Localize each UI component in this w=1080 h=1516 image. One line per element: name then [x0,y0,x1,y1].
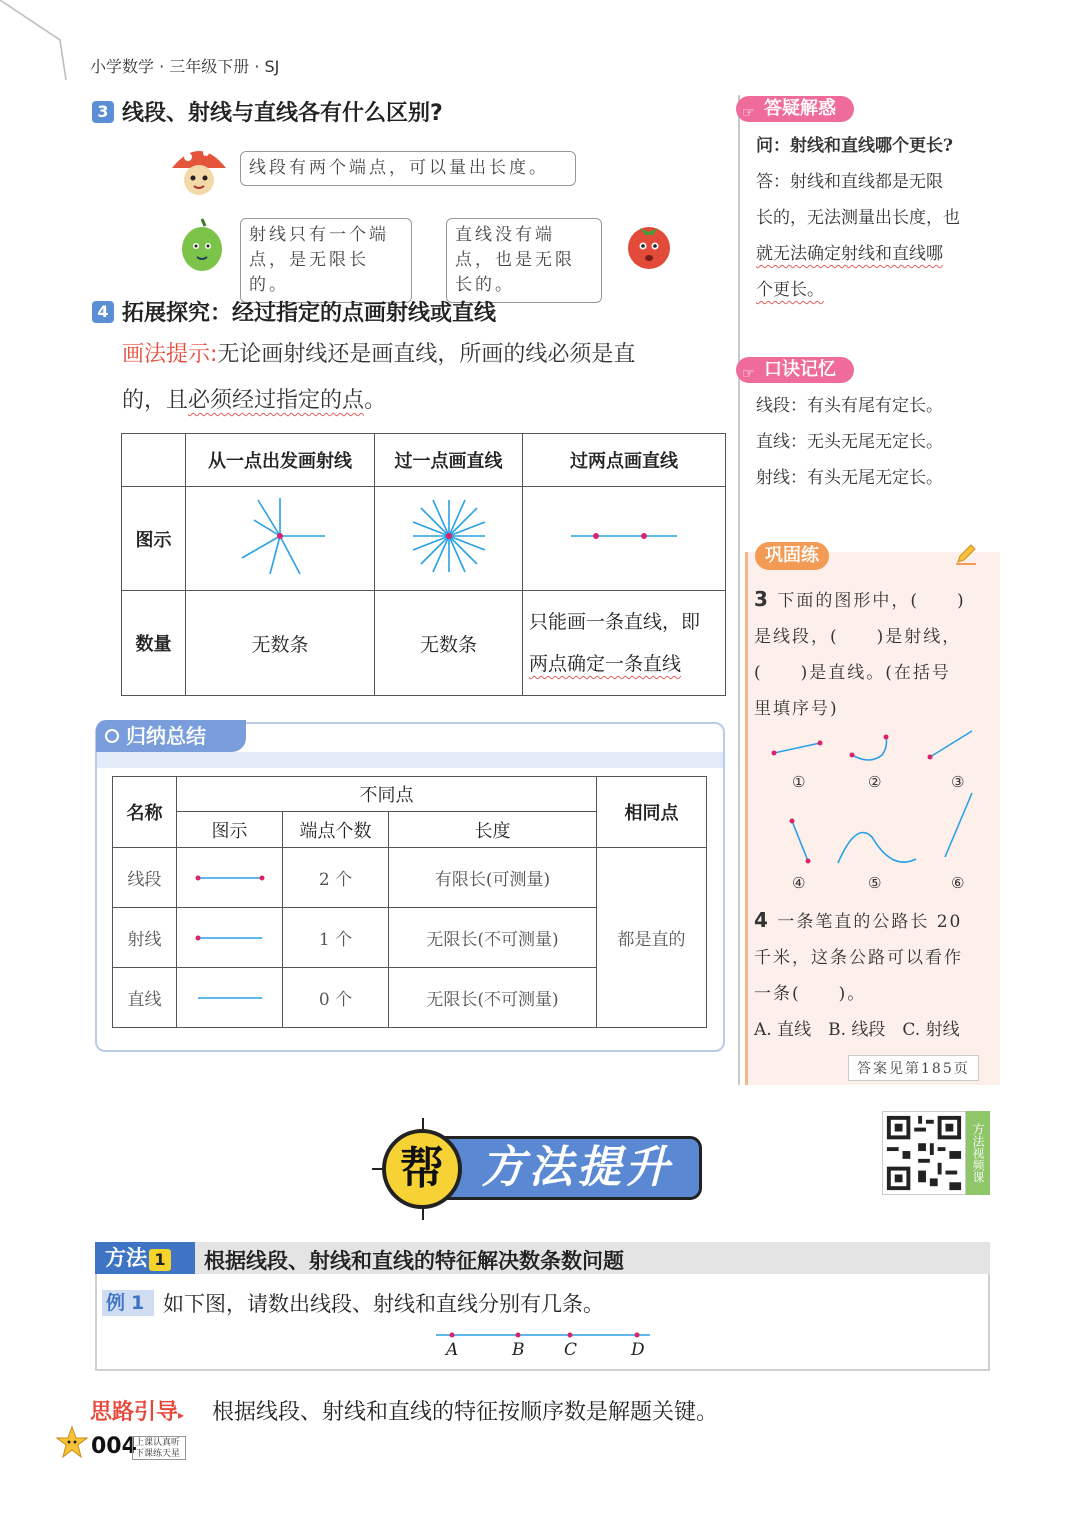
line-through-two-points-figure [523,487,726,591]
lines-through-point-figure [375,487,523,591]
line-two-points-svg [569,526,679,546]
table-header-blank [122,434,186,487]
section3-title: 线段、射线与直线各有什么区别? [122,101,443,126]
section4-heading [92,296,496,327]
answer-reference: 答案见第185页 [848,1055,979,1081]
rays-from-point-svg [230,496,330,576]
qa-text [756,128,996,308]
footer-note: 上课认真听 下课练天星 [132,1436,186,1460]
mushroom-character-icon [168,140,230,200]
mnemonic-line-1: 线段：有头有尾有定长。 [756,396,943,416]
drawing-method-table [121,433,726,696]
qa-answer-1: 答：射线和直线都是无限 [756,172,943,192]
figure-label-5: ⑤ [868,874,882,892]
qa-answer-2: 长的，无法测量出长度，也 [756,208,960,228]
summary-endpoints-line: 0 个 [283,968,389,1028]
rays-from-point-figure [186,487,375,591]
summary-tab-label: 归纳总结 [126,724,206,748]
practice-tag: 巩固练 [755,542,829,570]
qa-question: 问：射线和直线哪个更长? [756,136,953,156]
drawing-hint-text-b: 的，且 [122,388,189,413]
summary-header-name: 名称 [113,777,177,848]
summary-length-segment: 有限长(可测量) [389,848,597,908]
summary-band [97,752,723,768]
summary-figure-ray [177,908,283,968]
thinking-text: 根据线段、射线和直线的特征按顺序数是解题关键。 [212,1400,719,1425]
pointing-hand-icon: ☞ [742,105,755,121]
segment-speech-bubble: 线段有两个端点，可以量出长度。 [240,151,576,186]
count-lines-two-points [523,591,726,696]
summary-endpoints-ray: 1 个 [283,908,389,968]
ray-speech-bubble: 射线只有一个端点，是无限长的。 [240,218,412,303]
thinking-label [90,1395,184,1426]
method-tag [95,1242,195,1274]
section4-title: 拓展探究：经过指定的点画射线或直线 [122,301,497,326]
pepper-character-icon [175,216,230,274]
lines-through-point-svg [409,496,489,576]
section3-heading [92,96,443,127]
practice-q3-line-2: 是线段，( )是射线， [754,627,962,647]
mnemonic-tag-label: 口诀记忆 [764,359,836,380]
qa-answer-3: 就无法确定射线和直线哪 [756,244,943,264]
summary-header-figure: 图示 [177,812,283,848]
qa-answer-4: 个更长。 [756,280,824,300]
pointing-hand-icon: ☞ [742,366,755,382]
practice-q3-number: 3 [754,587,770,611]
summary-length-line: 无限长(不可测量) [389,968,597,1028]
point-label-a: A [446,1340,459,1360]
mnemonic-text [756,388,996,496]
summary-header-same: 相同点 [597,777,707,848]
practice-figures-svg [760,725,990,875]
practice-q4 [754,902,996,1048]
example-line-figure [434,1327,652,1343]
figure-label-3: ③ [951,773,965,791]
practice-q3-line-3: ( )是直线。(在括号 [754,663,951,683]
summary-figure-segment [177,848,283,908]
drawing-hint-text-a: 无论画射线还是画直线，所画的线必须是直 [217,342,636,367]
line-figure-svg [195,993,265,1003]
summary-tab [96,720,246,752]
table-header-line-two-points: 过两点画直线 [523,434,726,487]
section4-number: 4 [92,301,114,323]
practice-q3-line-4: 里填序号) [754,699,839,719]
practice-q4-number: 4 [754,908,770,932]
page-number: 004 [91,1434,137,1459]
method-tag-label: 方法 [105,1246,147,1270]
count-lines-one-point: 无数条 [375,591,523,696]
qa-tag-label: 答疑解惑 [764,98,836,119]
mnemonic-tag [736,357,854,383]
practice-q4-line-2: 千米，这条公路可以看作 [754,948,963,968]
qr-label: 方法视频课 [966,1111,990,1195]
count-two-points-text-a: 只能画一条直线，即 [529,611,701,633]
practice-q3 [754,581,996,727]
point-label-c: C [564,1340,578,1360]
page-corner-decoration [0,0,70,80]
practice-q3-line-1: 下面的图形中，( ) [777,591,966,611]
table-row [113,848,707,908]
qr-code-icon[interactable] [882,1111,966,1195]
row-label-figure: 图示 [122,487,186,591]
section3-number: 3 [92,101,114,123]
summary-table [112,776,707,1028]
figure-label-6: ⑥ [951,874,965,892]
figure-label-2: ② [868,773,882,791]
method-tag-number: 1 [149,1249,171,1271]
practice-q4-line-3: 一条( )。 [754,984,867,1004]
example-tag: 例1 [102,1290,154,1316]
summary-name-line: 直线 [113,968,177,1028]
line-speech-bubble: 直线没有端点，也是无限长的。 [446,218,602,303]
drawing-hint-label: 画法提示: [122,342,218,367]
summary-name-ray: 射线 [113,908,177,968]
summary-endpoints-segment: 2 个 [283,848,389,908]
point-label-b: B [512,1340,525,1360]
summary-header-endpoints: 端点个数 [283,812,389,848]
running-head: 小学数学 · 三年级下册 · SJ [90,57,280,76]
practice-q4-line-1: 一条笔直的公路长 20 [777,912,963,932]
summary-header-length: 长度 [389,812,597,848]
figure-label-1: ① [792,773,806,791]
mnemonic-line-2: 直线：无头无尾无定长。 [756,432,943,452]
mnemonic-line-3: 射线：有头无尾无定长。 [756,468,943,488]
pencil-icon [954,542,978,566]
example-text: 如下图，请数出线段、射线和直线分别有几条。 [163,1292,604,1316]
qa-tag [736,96,854,122]
count-two-points-text-b: 两点确定一条直线 [529,653,682,675]
triangle-right-icon: ▸ [178,1408,185,1422]
table-header-line-one-point: 过一点画直线 [375,434,523,487]
drawing-hint-text-c: 必须经过指定的点 [188,388,365,413]
summary-length-ray: 无限长(不可测量) [389,908,597,968]
drawing-hint-paragraph [122,332,732,424]
practice-q4-options: A. 直线 B. 线段 C. 射线 [754,1020,960,1040]
row-label-count: 数量 [122,591,186,696]
banner-char: 帮 [382,1129,462,1209]
drawing-hint-text-d: 。 [364,388,387,413]
summary-tab-circle-icon [105,729,119,743]
table-header-ray: 从一点出发画射线 [186,434,375,487]
summary-header-diff: 不同点 [177,777,597,812]
ray-figure-svg [195,933,265,943]
point-label-d: D [631,1340,645,1360]
segment-figure-svg [195,873,265,883]
summary-figure-line [177,968,283,1028]
star-mascot-icon [56,1426,88,1460]
sidebar-divider [738,95,740,1085]
thinking-label-text: 思路引导 [90,1400,179,1425]
count-rays: 无数条 [186,591,375,696]
summary-name-segment: 线段 [113,848,177,908]
figure-label-4: ④ [792,874,806,892]
method-title: 根据线段、射线和直线的特征解决数条数问题 [204,1249,624,1273]
banner-title: 方法提升 [440,1136,702,1200]
tomato-character-icon [620,218,678,274]
summary-same-value: 都是直的 [597,848,707,1028]
